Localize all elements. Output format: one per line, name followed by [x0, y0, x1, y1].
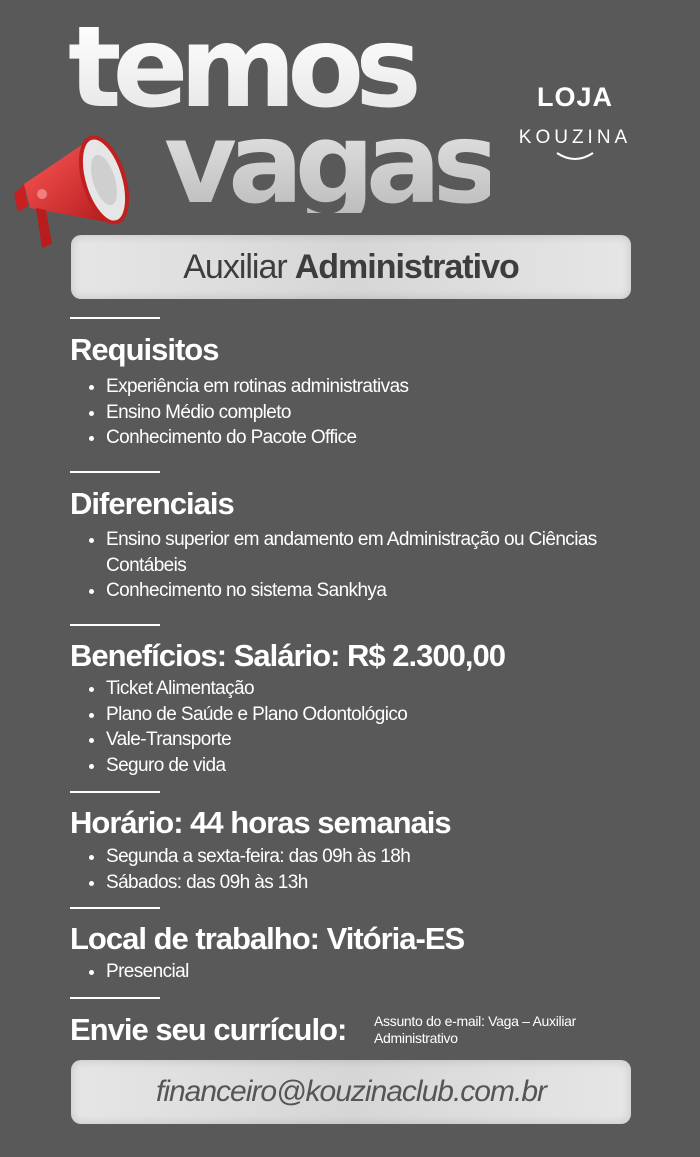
horario-list: [88, 844, 606, 895]
list-item: • Ticket Alimentação: [106, 676, 606, 702]
envio-title: Envie seu currículo:: [70, 1012, 347, 1047]
job-title-bold: Administrativo: [294, 247, 519, 286]
hero-header: [0, 0, 700, 240]
diferenciais-title: Diferenciais: [70, 486, 234, 521]
job-title-banner: [71, 235, 631, 299]
list-item: • Ensino Médio completo: [106, 400, 606, 426]
brand-smile-icon: [555, 151, 595, 163]
brand-logo: [510, 82, 640, 163]
divider: [70, 471, 160, 473]
local-title: Local de trabalho: Vitória-ES: [70, 921, 465, 956]
list-item: • Sábados: das 09h às 13h: [106, 870, 606, 896]
beneficios-list: [88, 676, 606, 778]
divider: [70, 624, 160, 626]
local-list: [88, 959, 606, 985]
email-subject-note: Assunto do e-mail: Vaga – Auxiliar Administrativo: [374, 1013, 576, 1046]
job-title-light: Auxiliar: [183, 247, 287, 286]
list-item: • Ensino superior em andamento em Administração ou Ciências Contábeis: [106, 527, 606, 578]
beneficios-title: Benefícios: Salário: R$ 2.300,00: [70, 638, 505, 673]
diferenciais-list: [88, 527, 606, 604]
divider: [70, 317, 160, 319]
divider: [70, 997, 160, 999]
requisitos-title: Requisitos: [70, 332, 219, 367]
requisitos-list: [88, 374, 606, 451]
list-item: • Conhecimento no sistema Sankhya: [106, 578, 606, 604]
list-item: • Experiência em rotinas administrativas: [106, 374, 606, 400]
list-item: • Seguro de vida: [106, 753, 606, 779]
brand-line-2: KOUZINA: [518, 127, 632, 148]
list-item: • Vale-Transporte: [106, 727, 606, 753]
horario-title: Horário: 44 horas semanais: [70, 805, 451, 840]
brand-line-1: LOJA: [536, 82, 613, 112]
email-banner: [71, 1060, 631, 1124]
headline-line-2: vagas: [164, 99, 490, 230]
headline-line-1: temos: [68, 3, 413, 133]
list-item: • Segunda a sexta-feira: das 09h às 18h: [106, 844, 606, 870]
divider: [70, 907, 160, 909]
list-item: • Conhecimento do Pacote Office: [106, 425, 606, 451]
list-item: • Presencial: [106, 959, 606, 985]
email-address[interactable]: financeiro@kouzinaclub.com.br: [156, 1075, 546, 1108]
list-item: • Plano de Saúde e Plano Odontológico: [106, 702, 606, 728]
divider: [70, 791, 160, 793]
